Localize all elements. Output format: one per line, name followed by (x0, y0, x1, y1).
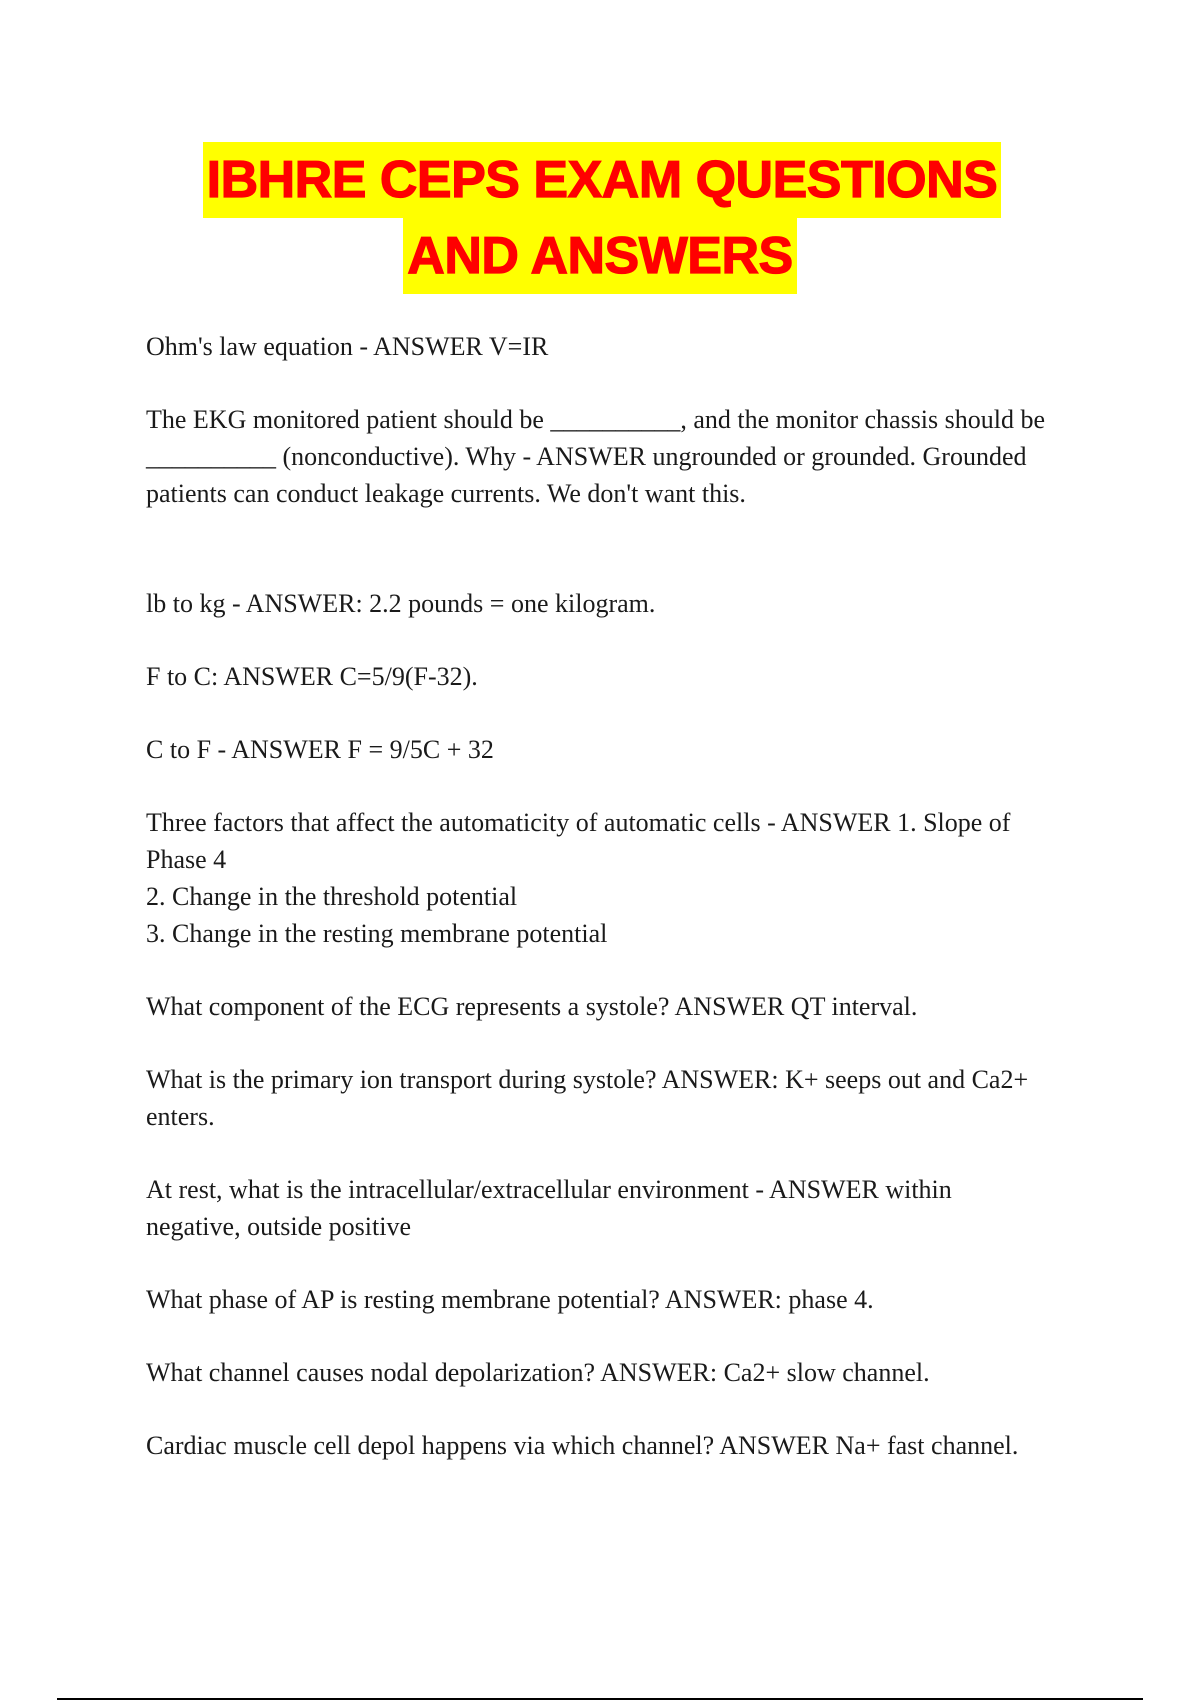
qa-item-systole-component: What component of the ECG represents a systole? ANSWER QT interval. (146, 992, 918, 1021)
qa-item-ekg-grounding: The EKG monitored patient should be __________, and the monitor chassis should be __________ (nonconductive). Why - ANSWER ungrounded or grounded. Grounded patients can conduct leakage currents. We don't want this. (146, 405, 1052, 508)
qa-item-rest-environment: At rest, what is the intracellular/extracellular environment - ANSWER within negative, outside positive (146, 1175, 959, 1241)
title-line-2: AND ANSWERS (403, 218, 796, 294)
qa-item-lb-to-kg: lb to kg - ANSWER: 2.2 pounds = one kilogram. (146, 589, 656, 618)
qa-item-c-to-f: C to F - ANSWER F = 9/5C + 32 (146, 735, 494, 764)
title-line-1: IBHRE CEPS EXAM QUESTIONS (203, 142, 1002, 218)
qa-item-cardiac-depol-channel: Cardiac muscle cell depol happens via which channel? ANSWER Na+ fast channel. (146, 1431, 1019, 1460)
qa-item-automaticity-factors: Three factors that affect the automaticity of automatic cells - ANSWER 1. Slope of Phase 4 2. Change in the threshold potential 3. Change in the resting membrane potential (146, 808, 1011, 948)
qa-list (146, 328, 1052, 1500)
document-title (0, 142, 1200, 294)
qa-item-ion-transport: What is the primary ion transport during systole? ANSWER: K+ seeps out and Ca2+ enters. (146, 1065, 1035, 1131)
qa-item-f-to-c: F to C: ANSWER C=5/9(F-32). (146, 662, 478, 691)
qa-item-nodal-channel: What channel causes nodal depolarization? ANSWER: Ca2+ slow channel. (146, 1358, 930, 1387)
qa-item-resting-phase: What phase of AP is resting membrane potential? ANSWER: phase 4. (146, 1285, 874, 1314)
qa-item-ohms-law: Ohm's law equation - ANSWER V=IR (146, 332, 549, 361)
